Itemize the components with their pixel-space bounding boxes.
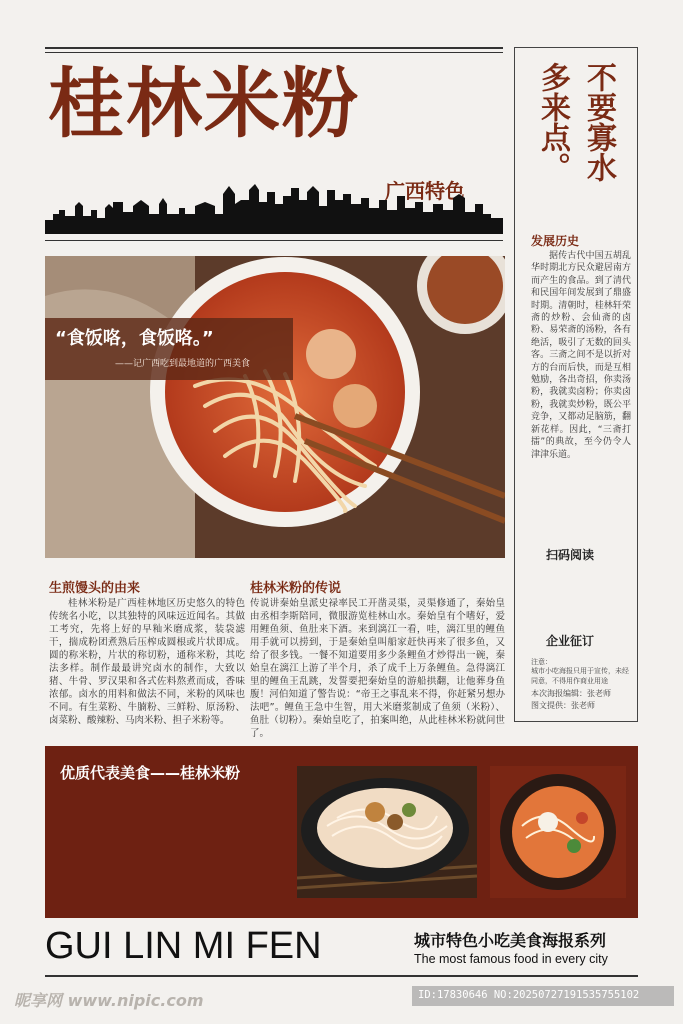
recruit-note-label: 注意： bbox=[531, 658, 552, 666]
section1-text: 桂林米粉是广西桂林地区历史悠久的特色传统名小吃，以其独特的风味远近闻名。其做工考究，先将上好的早籼米磨成浆，装袋滤干，揣成粉团煮熟后压榨成圆根或片状即成。圆的称米粉，片状的称切粉，通称米粉，其吃法多样。制作最最讲究卤水的制作，大致以猪、牛骨、罗汉果和各式佐料熬煮而成，香味浓郁。卤水的用料和做法不同，米粉的风味也不同。有生菜粉、牛腩粉、三鲜粉、原汤粉、卤菜粉、酸辣粉、马肉米粉、担子米粉等。 bbox=[49, 598, 245, 726]
recruit-note: 城市小吃海报只用于宣传，未经同意，不得用作商业用途 bbox=[531, 667, 629, 685]
subtitle: 广西特色 bbox=[385, 179, 465, 203]
banner-title: 优质代表美食——桂林米粉 bbox=[60, 764, 241, 782]
section2-heading: 桂林米粉的传说 bbox=[250, 581, 342, 596]
english-title: GUI LIN MI FEN bbox=[45, 925, 322, 967]
noodle-bowl-photo bbox=[297, 766, 477, 898]
quote-text: “食饭咯，食饭咯。” bbox=[55, 328, 214, 349]
history-heading: 发展历史 bbox=[531, 234, 580, 248]
noodle-photo bbox=[45, 256, 505, 558]
editor-credit: 本次海报编辑：张老师 bbox=[531, 689, 611, 698]
recruit-heading: 企业征订 bbox=[546, 634, 595, 648]
slogan-col1: 不要寡水 bbox=[581, 62, 616, 182]
city-skyline bbox=[45, 180, 503, 236]
watermark-id: ID:17830646 NO:20250727191535755102 bbox=[412, 986, 674, 1006]
photo-credit: 图文提供：张老师 bbox=[531, 701, 595, 710]
section1-heading: 生煎馒头的由来 bbox=[49, 581, 141, 596]
watermark-logo: 昵享网 www.nipic.com bbox=[14, 991, 204, 1010]
page-title: 桂林米粉 bbox=[48, 59, 360, 148]
slogan-col2: 多来点。 bbox=[535, 62, 570, 182]
skyline-rule bbox=[45, 240, 503, 241]
noodle-bowl-illustration bbox=[490, 766, 626, 898]
quote-box bbox=[45, 318, 293, 380]
series-title: 城市特色小吃美食海报系列 bbox=[414, 931, 607, 950]
scan-label[interactable]: 扫码阅读 bbox=[546, 548, 595, 562]
history-text: 据传古代中国五胡乱华时期北方民众避居南方而产生的食品。到了清代和民国年间发展到了鼎盛时期。清朝时，桂林轩荣斋的炒粉、会仙斋的卤粉、易荣斋的汤粉，各有绝活，吸引了无数的回头客。三斋之间不是以折对方的台而后快，而是互相勉励，各出奇招，你卖汤粉，我就卖卤粉；你卖卤粉，我就卖炒粉，既公平竞争，又都动足脑筋，翻新花样。因此，“三斋打擂”的典故，至今仍令人津津乐道。 bbox=[531, 251, 631, 460]
quote-attribution: ——记广西吃到最地道的广西美食 bbox=[115, 359, 251, 369]
bottom-rule bbox=[45, 975, 638, 977]
series-subtitle: The most famous food in every city bbox=[414, 952, 608, 966]
top-rule bbox=[45, 47, 503, 49]
section2-text: 传说讲秦始皇派史禄率民工开凿灵渠，灵渠修通了，秦始皇由丞相李斯陪同，微服游览桂林山水。秦始皇有个嗜好，爱用鲤鱼须、鱼肚来下酒。来到漓江一看，哇，漓江里的鲤鱼用手就可以捞到，于是秦始皇叫船家赶快再来了很多鱼，又给了很多钱。一餐不知道要用多少条鲤鱼才炒得出一碗，秦始皇在漓江上游了半个月，杀了成千上万条鲤鱼。急得漓江里的鲤鱼王乱跳，发誓要把秦始皇的游船拱翻，让他葬身鱼腹！河伯知道了警告说：“帝王之事乱来不得，你赶紧另想办法吧”。鲤鱼王急中生智，用大米磨浆制成了鱼须（米粉）、鱼肚（切粉）。秦始皇吃了，拍案叫绝，从此桂林米粉就问世了。 bbox=[250, 598, 505, 739]
top-rule-thin bbox=[45, 52, 503, 53]
